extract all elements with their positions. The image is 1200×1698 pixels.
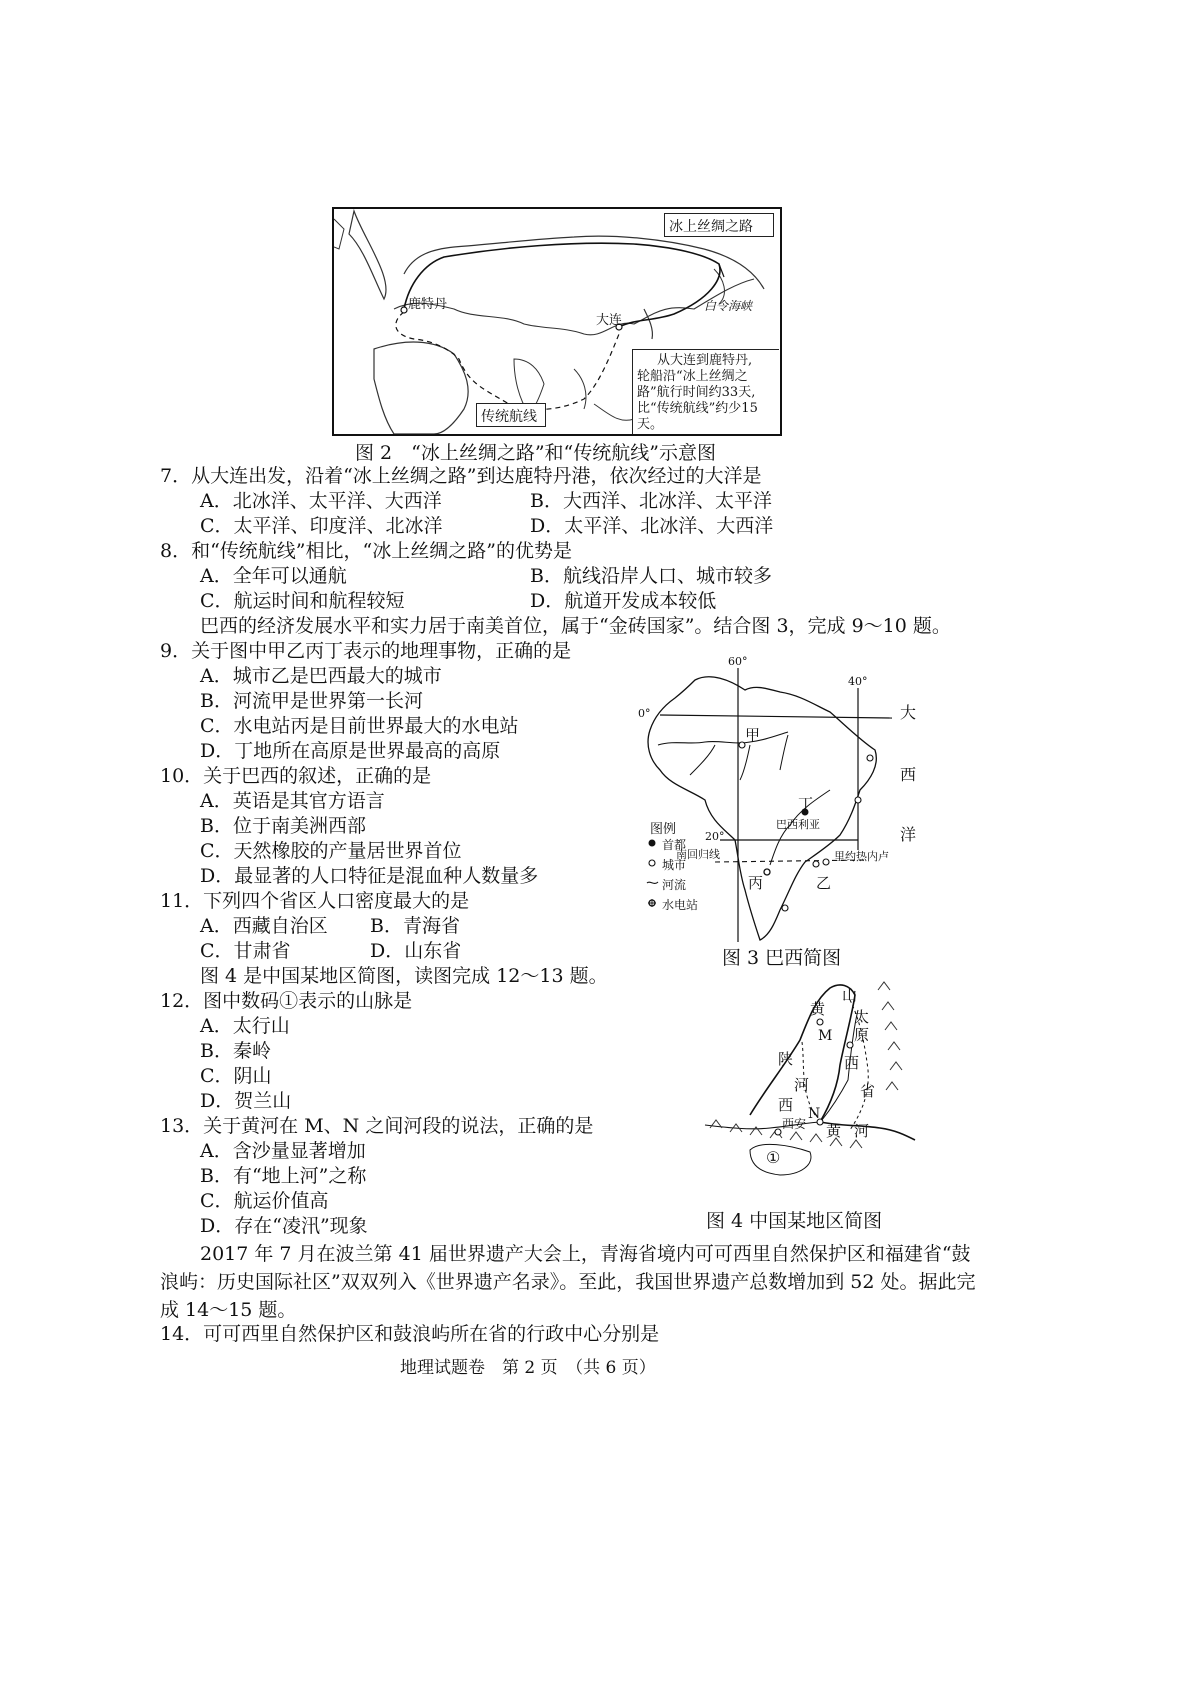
q12-option-c: C．阴山: [200, 1065, 272, 1087]
figure-4-caption: 图 4 中国某地区简图: [706, 1210, 883, 1232]
shanxi-label-2: 太: [854, 1008, 870, 1026]
xian-label: 西安: [782, 1117, 807, 1131]
q8-stem: 8．和“传统航线”相比，“冰上丝绸之路”的优势是: [160, 540, 572, 562]
amazon-river: [658, 732, 788, 745]
ice-route-label-box: [664, 213, 774, 237]
route-note-line-4: 比“传统航线”约少15: [637, 401, 758, 416]
route-note-line-2: 轮船沿“冰上丝绸之: [637, 369, 748, 384]
lon-40-label: 40°: [848, 675, 868, 688]
q7-option-d: D．太平洋、北冰洋、大西洋: [530, 515, 774, 537]
intro-12-13: 图 4 是中国某地区简图，读图完成 12～13 题。: [200, 965, 608, 987]
jia-label: 甲: [745, 726, 761, 744]
shaanxi-label-2: 河: [794, 1076, 810, 1094]
q12-option-a: A．太行山: [200, 1015, 290, 1037]
legend-river: 河流: [662, 878, 687, 892]
q13-option-d: D．存在“凌汛”现象: [200, 1215, 368, 1237]
route-note-line-3: 路”航行时间约33天,: [637, 385, 756, 400]
q7-option-b: B．大西洋、北冰洋、太平洋: [530, 490, 772, 512]
q11-option-b: B．青海省: [370, 915, 460, 937]
traditional-label-box: [476, 403, 546, 427]
legend-hydro: 水电站: [662, 898, 699, 912]
legend-city: 城市: [662, 858, 687, 872]
traditional-label: 传统航线: [481, 409, 537, 425]
rotterdam-label: 鹿特丹: [408, 297, 448, 312]
m-label: M: [818, 1028, 833, 1044]
ocean-label-2: 西: [900, 765, 917, 784]
q10-option-b: B．位于南美洲西部: [200, 815, 366, 837]
q8-option-b: B．航线沿岸人口、城市较多: [530, 565, 772, 587]
q11-option-c: C．甘肃省: [200, 940, 291, 962]
q13-option-a: A．含沙量显著增加: [200, 1140, 366, 1162]
lat-20-label: 20°: [705, 830, 725, 843]
n-label: N: [808, 1106, 821, 1122]
ice-route-label: 冰上丝绸之路: [669, 219, 753, 235]
ice-silk-road-route: [404, 243, 720, 327]
q9-stem: 9．关于图中甲乙丙丁表示的地理事物，正确的是: [160, 640, 572, 662]
q7-option-c: C．太平洋、印度洋、北冰洋: [200, 515, 443, 537]
q8-option-c: C．航运时间和航程较短: [200, 590, 405, 612]
bering-label: 白令海峡: [704, 299, 753, 313]
q10-option-d: D．最显著的人口特征是混血种人数量多: [200, 865, 539, 887]
q14-stem: 14．可可西里自然保护区和鼓浪屿所在省的行政中心分别是: [160, 1323, 660, 1345]
hydro-station-bing: [764, 869, 770, 875]
shaanxi-label-3: 西: [778, 1096, 794, 1114]
num1-label: ①: [766, 1148, 781, 1167]
shanxi-label-4: 西: [844, 1054, 860, 1072]
q12-stem: 12．图中数码①表示的山脉是: [160, 990, 413, 1012]
shaanxi-label-1: 陕: [778, 1050, 794, 1068]
q9-option-b: B．河流甲是世界第一长河: [200, 690, 423, 712]
huanghe-label-2: 河: [854, 1122, 870, 1140]
legend-capital: 首都: [662, 838, 687, 852]
shanxi-label-5: 省: [860, 1082, 876, 1100]
q7-stem: 7．从大连出发，沿着“冰上丝绸之路”到达鹿特丹港，依次经过的大洋是: [160, 465, 762, 487]
q9-option-c: C．水电站丙是目前世界最大的水电站: [200, 715, 519, 737]
q13-option-b: B．有“地上河”之称: [200, 1165, 367, 1187]
q10-stem: 10．关于巴西的叙述，正确的是: [160, 765, 432, 787]
route-note-box: [632, 349, 779, 434]
legend-title: 图例: [650, 822, 677, 837]
q10-option-c: C．天然橡胶的产量居世界首位: [200, 840, 462, 862]
brasilia-label: 巴西利亚: [776, 818, 820, 831]
q11-stem: 11．下列四个省区人口密度最大的是: [160, 890, 470, 912]
q13-option-c: C．航运价值高: [200, 1190, 329, 1212]
tropic-label: 南回归线: [676, 848, 720, 861]
q7-option-a: A．北冰洋、太平洋、大西洋: [200, 490, 442, 512]
yi-label: 乙: [816, 874, 832, 892]
shanxi-label-3: 原: [854, 1026, 870, 1044]
huanghe-label-1: 黄: [826, 1122, 842, 1140]
figure-4: [690, 970, 920, 1200]
lat-0-label: 0°: [638, 707, 651, 720]
ocean-label-1: 大: [900, 703, 917, 722]
q12-option-d: D．贺兰山: [200, 1090, 292, 1112]
yellow-river: [750, 985, 915, 1140]
ocean-label-3: 洋: [900, 825, 917, 844]
figure-2-caption: 图 2 “冰上丝绸之路”和“传统航线”示意图: [355, 442, 716, 464]
q9-option-a: A．城市乙是巴西最大的城市: [200, 665, 442, 687]
page-footer: 地理试题卷 第 2 页 （共 6 页）: [400, 1358, 656, 1378]
q13-stem: 13．关于黄河在 M、N 之间河段的说法，正确的是: [160, 1115, 594, 1137]
rio-label: 里约热内卢: [834, 850, 889, 863]
q8-option-a: A．全年可以通航: [200, 565, 347, 587]
intro-9-10: 巴西的经济发展水平和实力居于南美首位，属于“金砖国家”。结合图 3，完成 9～10 题。: [200, 615, 951, 637]
huang-label-vertical: 黄: [810, 1000, 826, 1018]
paragraph-14-15: 2017 年 7 月在波兰第 41 届世界遗产大会上，青海省境内可可西里自然保护区和福建省“鼓浪屿：历史国际社区”双双列入《世界遗产名录》。至此，我国世界遗产总数增加到 52 处。据此完成 14～15 题。: [160, 1243, 976, 1321]
figure-3-caption: 图 3 巴西简图: [722, 947, 842, 969]
route-note-line-1: 从大连到鹿特丹,: [657, 353, 753, 368]
q12-option-b: B．秦岭: [200, 1040, 271, 1062]
q8-option-d: D．航道开发成本较低: [530, 590, 717, 612]
figure-3: [630, 650, 940, 942]
dalian-label: 大连: [596, 313, 623, 328]
q10-option-a: A．英语是其官方语言: [200, 790, 385, 812]
figure-2: [332, 207, 782, 436]
q11-option-d: D．山东省: [370, 940, 462, 962]
bing-label: 丙: [748, 874, 764, 892]
q9-option-d: D．丁地所在高原是世界最高的高原: [200, 740, 501, 762]
shanxi-label-1: 山: [842, 986, 858, 1004]
lon-60-label: 60°: [728, 655, 748, 668]
ding-label: 丁: [798, 795, 814, 813]
route-note-line-5: 天。: [637, 417, 664, 432]
q11-option-a: A．西藏自治区: [200, 915, 328, 937]
